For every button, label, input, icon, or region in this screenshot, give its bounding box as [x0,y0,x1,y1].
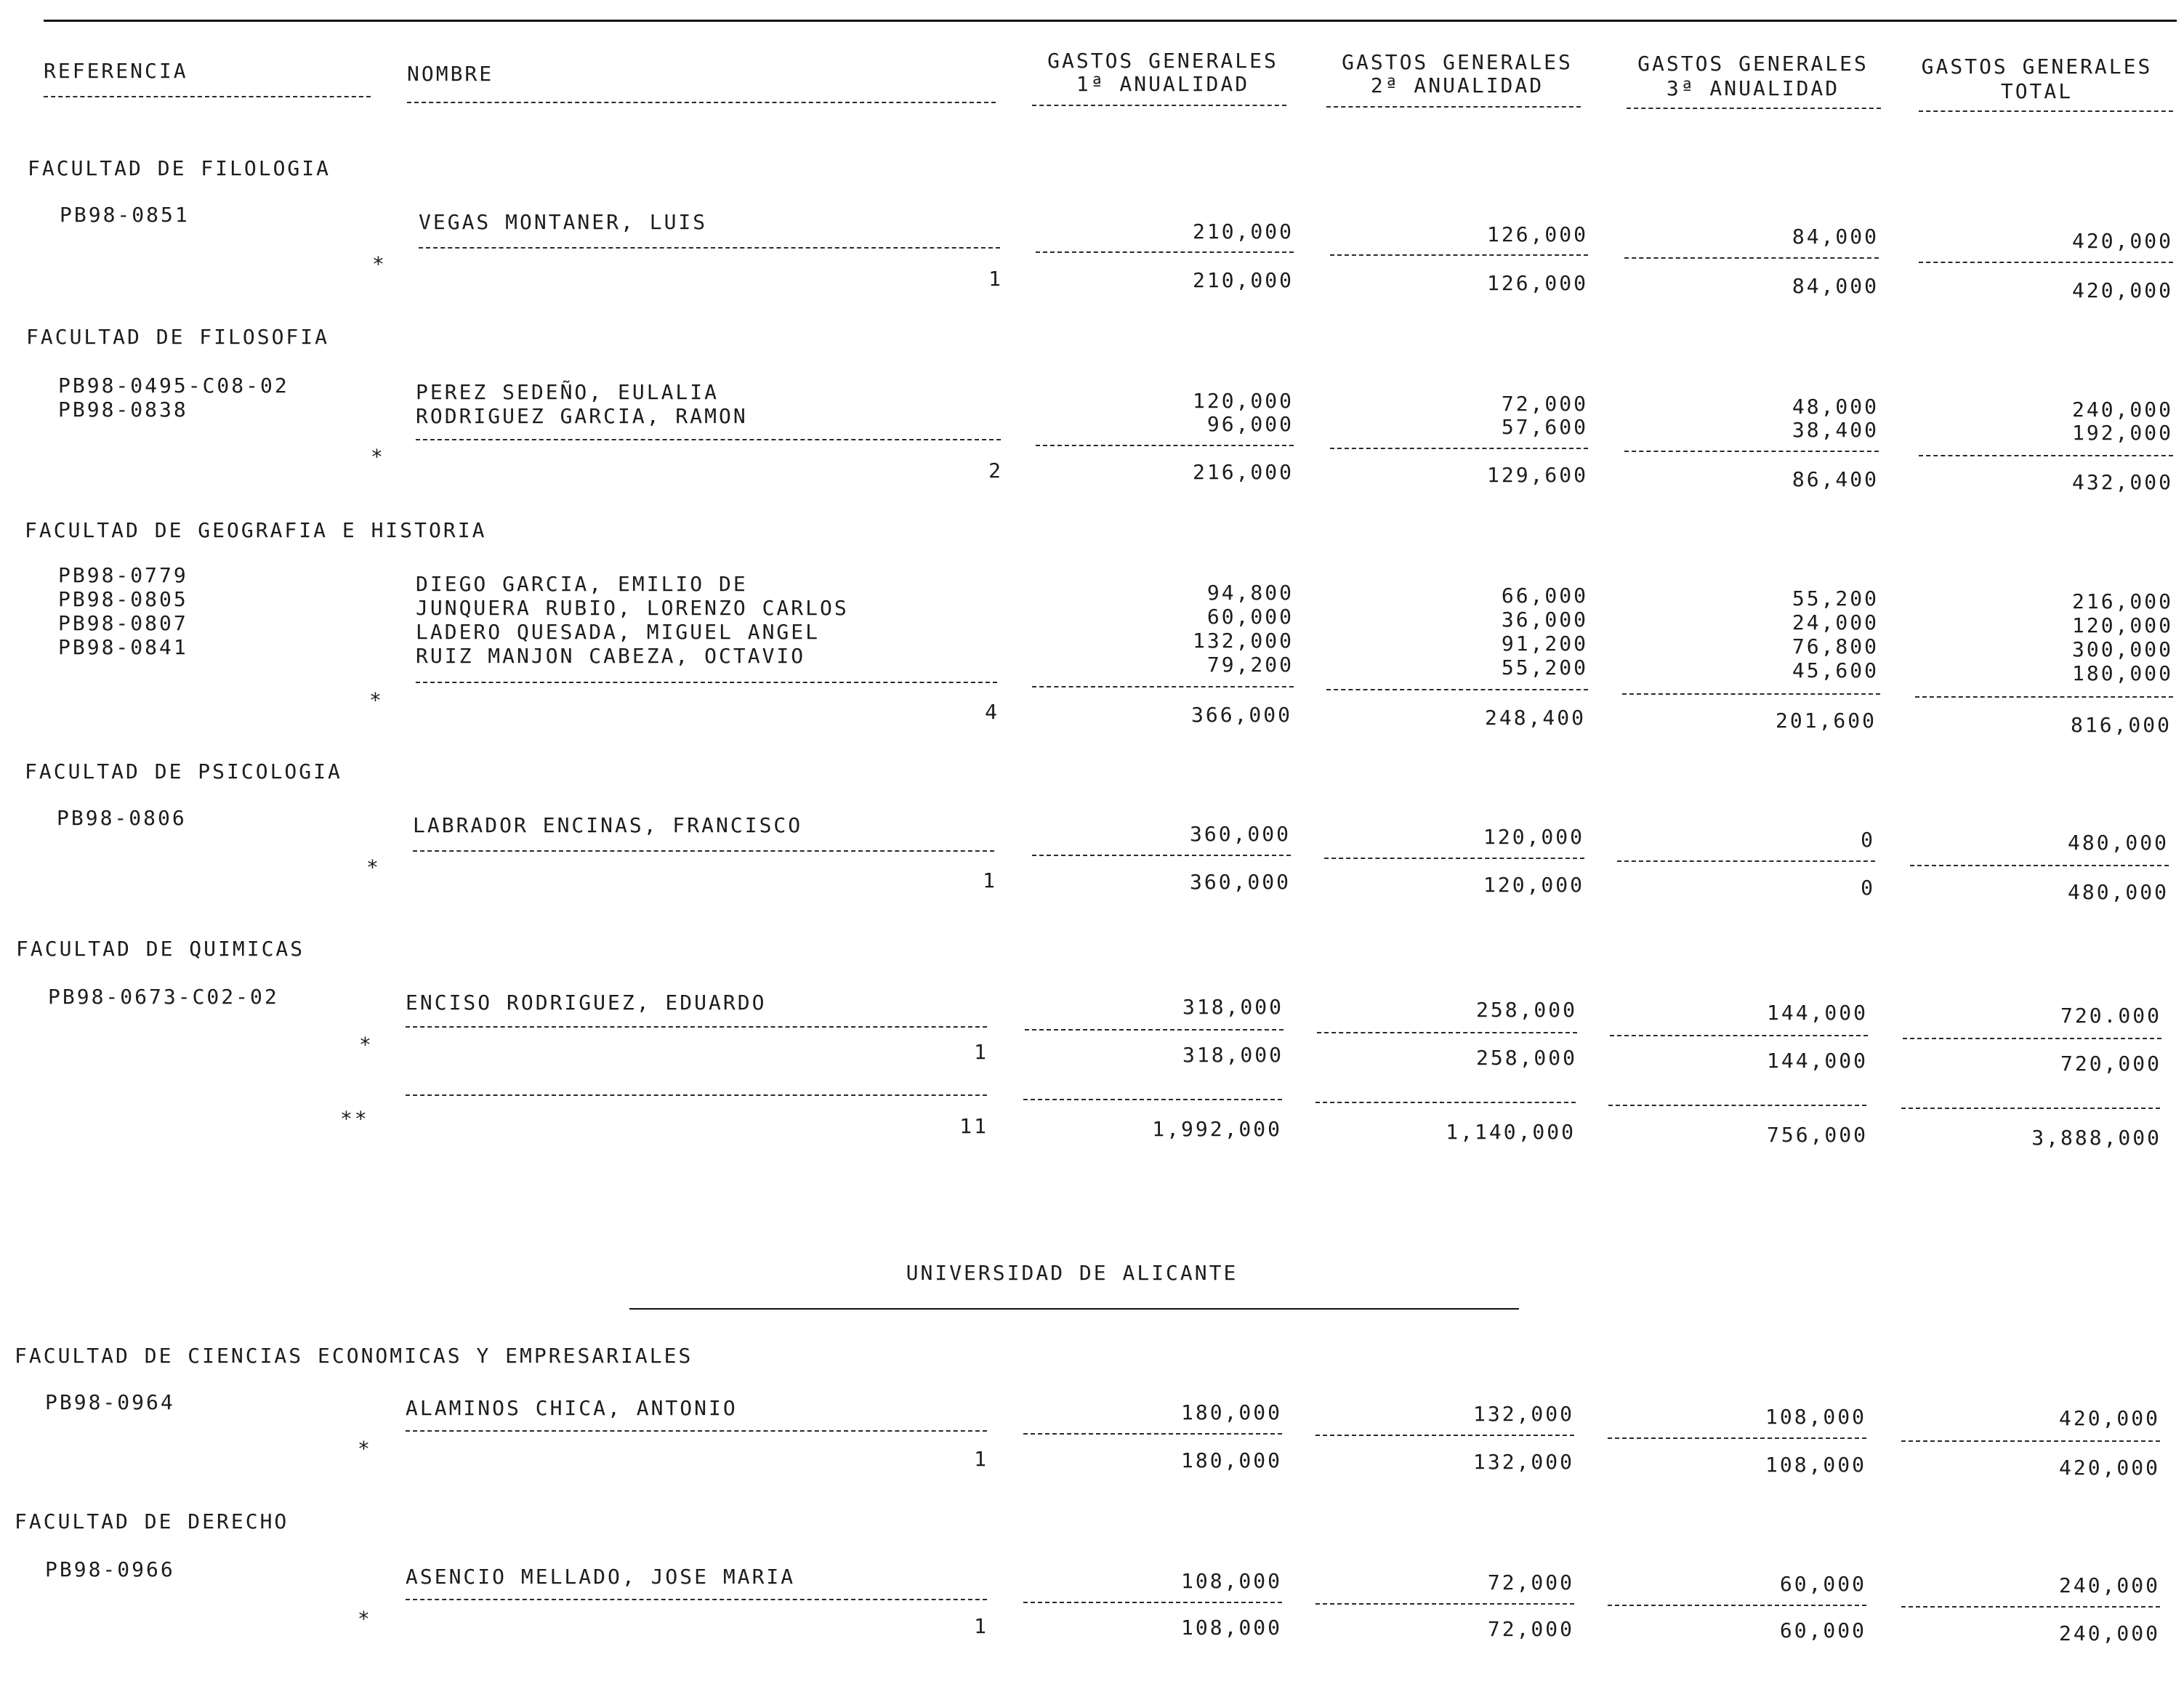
subtotal-v2: 126,000 [1486,271,1588,295]
row-total: 120,000 [2071,613,2173,637]
row-v3: 84,000 [1792,225,1879,249]
subtotal-underline-v3 [1608,1437,1866,1439]
row-name: LABRADOR ENCINAS, FRANCISCO [413,813,803,837]
grand-total-underline-total [1901,1108,2160,1109]
subtotal-underline-total [1919,262,2173,263]
subtotal-mark: * [371,445,385,469]
subtotal-underline-v2 [1326,689,1588,690]
subtotal-total: 480,000 [2067,880,2169,904]
row-total: 240,000 [2071,398,2173,422]
subtotal-underline-total [1901,1606,2160,1608]
header-underline-col2 [1326,106,1581,108]
grand-total-underline-v1 [1023,1099,1282,1100]
subtotal-underline-v3 [1622,693,1880,695]
row-v2: 258,000 [1475,998,1577,1022]
header-col3-line2: 3ª ANUALIDAD [1666,76,1840,100]
header-underline-col1 [1032,105,1286,106]
row-v2: 66,000 [1501,584,1588,608]
subtotal-underline-v2 [1330,448,1588,449]
subtotal-underline-v2 [1315,1603,1574,1605]
row-ref: PB98-0673-C02-02 [48,985,279,1009]
header-col2-line1: GASTOS GENERALES [1342,50,1573,74]
row-ref: PB98-0841 [58,635,188,659]
row-v1: 79,200 [1206,653,1294,677]
subtotal-total: 240,000 [2058,1621,2160,1645]
grand-total-mark: ** [340,1107,369,1131]
row-total: 180,000 [2071,661,2173,685]
row-ref: PB98-0851 [60,203,190,227]
header-col1-line1: GASTOS GENERALES [1047,49,1278,73]
row-total: 216,000 [2071,589,2173,613]
row-v3: 38,400 [1792,418,1879,442]
section-title: FACULTAD DE DERECHO [15,1509,289,1533]
subtotal-underline-name [413,850,994,852]
subtotal-underline-v3 [1608,1605,1866,1606]
subtotal-v1: 318,000 [1182,1043,1284,1067]
subtotal-v2: 129,600 [1486,463,1588,487]
subtotal-count: 1 [974,1614,988,1638]
row-v1: 318,000 [1182,995,1284,1019]
subtotal-v1: 180,000 [1180,1448,1282,1472]
subtotal-underline-v3 [1624,257,1879,259]
row-v3: 48,000 [1792,395,1879,419]
row-v1: 132,000 [1192,629,1294,653]
row-v3: 55,200 [1792,586,1879,610]
subtotal-underline-name [406,1430,987,1432]
row-v3: 76,800 [1792,634,1879,658]
row-v1: 180,000 [1180,1400,1282,1424]
subtotal-underline-name [416,682,997,683]
grand-total-v2: 1,140,000 [1446,1120,1576,1144]
section-title: FACULTAD DE QUIMICAS [16,937,305,961]
row-ref: PB98-0806 [57,806,187,830]
subtotal-v3: 60,000 [1779,1618,1866,1642]
subtotal-underline-v1 [1032,686,1294,687]
row-name: ALAMINOS CHICA, ANTONIO [406,1396,738,1420]
subtotal-v3: 84,000 [1792,274,1879,298]
row-name: DIEGO GARCIA, EMILIO DE [416,572,748,596]
subtotal-underline-v3 [1624,451,1879,452]
row-v1: 210,000 [1192,219,1294,243]
row-v3: 24,000 [1792,610,1879,634]
row-name: LADERO QUESADA, MIGUEL ANGEL [416,620,821,644]
row-v3: 45,600 [1792,658,1879,682]
subtotal-underline-v3 [1610,1035,1868,1036]
row-v3: 144,000 [1766,1001,1868,1025]
subtotal-mark: * [366,855,381,879]
subtotal-underline-v1 [1023,1602,1282,1603]
row-v1: 94,800 [1206,581,1294,605]
row-v3: 60,000 [1779,1572,1866,1596]
section-title: FACULTAD DE FILOSOFIA [26,325,330,349]
row-ref: PB98-0807 [58,611,188,635]
university-title: UNIVERSIDAD DE ALICANTE [906,1261,1238,1285]
subtotal-underline-v2 [1330,254,1588,256]
subtotal-v2: 132,000 [1472,1450,1574,1474]
row-v1: 96,000 [1206,412,1294,436]
subtotal-underline-v1 [1025,1029,1284,1031]
subtotal-v3: 108,000 [1765,1453,1866,1477]
subtotal-count: 1 [974,1040,988,1064]
subtotal-v1: 210,000 [1192,268,1294,292]
subtotal-underline-name [406,1599,987,1600]
header-underline-name [407,102,996,103]
header-underline-col4 [1919,110,2173,112]
header-col4-line1: GASTOS GENERALES [1921,55,2153,78]
subtotal-underline-total [1901,1440,2160,1442]
subtotal-v3: 86,400 [1792,467,1879,491]
row-ref: PB98-0779 [58,563,188,587]
row-v1: 120,000 [1192,389,1294,413]
subtotal-v1: 216,000 [1192,460,1294,484]
row-v2: 132,000 [1472,1402,1574,1426]
subtotal-total: 420,000 [2071,278,2173,302]
header-referencia: REFERENCIA [44,59,188,83]
subtotal-v2: 120,000 [1483,873,1584,897]
subtotal-v2: 248,400 [1484,706,1586,730]
subtotal-underline-v1 [1023,1433,1282,1435]
subtotal-underline-total [1915,696,2173,698]
row-v2: 72,000 [1487,1570,1574,1594]
subtotal-total: 720,000 [2060,1052,2161,1076]
subtotal-count: 1 [974,1447,988,1471]
row-ref: PB98-0838 [58,398,188,422]
subtotal-underline-v1 [1036,445,1294,446]
section-title: FACULTAD DE FILOLOGIA [28,156,331,180]
header-underline-col3 [1627,108,1881,109]
subtotal-total: 816,000 [2070,713,2172,737]
row-total: 420,000 [2071,229,2173,253]
row-total: 480,000 [2067,831,2169,855]
row-name: VEGAS MONTANER, LUIS [419,210,708,234]
subtotal-underline-v1 [1032,855,1291,856]
subtotal-underline-total [1919,455,2173,456]
row-total: 192,000 [2071,421,2173,445]
grand-total-underline-v3 [1608,1105,1866,1106]
row-v2: 91,200 [1501,632,1588,656]
subtotal-v2: 72,000 [1487,1617,1574,1641]
grand-total-total: 3,888,000 [2031,1126,2161,1150]
subtotal-underline-v3 [1617,860,1875,862]
top-rule [44,20,2177,22]
subtotal-mark: * [369,688,384,712]
row-ref: PB98-0964 [45,1390,175,1414]
row-v3: 0 [1861,828,1875,852]
row-ref: PB98-0495-C08-02 [58,374,289,398]
row-v1: 360,000 [1189,822,1291,846]
section-title: FACULTAD DE GEOGRAFIA E HISTORIA [25,518,487,542]
subtotal-v1: 108,000 [1180,1616,1282,1640]
subtotal-underline-total [1910,865,2169,866]
grand-total-underline-v2 [1315,1102,1576,1103]
grand-total-v3: 756,000 [1766,1123,1868,1147]
row-v2: 126,000 [1486,222,1588,246]
row-v3: 108,000 [1765,1405,1866,1429]
subtotal-v3: 0 [1861,876,1875,900]
grand-total-count: 11 [959,1114,988,1138]
subtotal-underline-name [416,439,1001,440]
row-name: RUIZ MANJON CABEZA, OCTAVIO [416,644,806,668]
subtotal-mark: * [358,1607,372,1631]
university-rule [629,1308,1519,1310]
subtotal-underline-v2 [1317,1032,1577,1033]
subtotal-v3: 144,000 [1766,1049,1868,1073]
row-v2: 120,000 [1483,825,1584,849]
row-v2: 55,200 [1501,656,1588,679]
row-ref: PB98-0966 [45,1557,175,1581]
row-total: 420,000 [2058,1406,2160,1430]
row-v2: 72,000 [1501,392,1588,416]
header-col1-line2: 1ª ANUALIDAD [1076,72,1250,96]
subtotal-v1: 360,000 [1189,870,1291,894]
subtotal-underline-v2 [1315,1435,1574,1436]
subtotal-v2: 258,000 [1475,1046,1577,1070]
subtotal-total: 420,000 [2058,1456,2160,1480]
header-col2-line2: 2ª ANUALIDAD [1370,73,1544,97]
subtotal-underline-total [1903,1038,2161,1039]
subtotal-underline-v2 [1324,858,1584,859]
row-name: PEREZ SEDEÑO, EULALIA [416,380,720,404]
subtotal-mark: * [372,252,387,276]
header-col3-line1: GASTOS GENERALES [1637,52,1869,76]
section-title: FACULTAD DE CIENCIAS ECONOMICAS Y EMPRESARIALES [15,1344,693,1368]
subtotal-v1: 366,000 [1190,703,1292,727]
row-name: JUNQUERA RUBIO, LORENZO CARLOS [416,596,849,620]
row-v2: 57,600 [1501,415,1588,439]
subtotal-underline-name [406,1026,987,1028]
subtotal-underline-v1 [1036,251,1294,253]
row-name: RODRIGUEZ GARCIA, RAMON [416,404,748,428]
row-v2: 36,000 [1501,608,1588,632]
row-total: 240,000 [2058,1573,2160,1597]
subtotal-mark: * [359,1033,374,1057]
row-total: 720.000 [2060,1004,2161,1028]
grand-total-underline-name [406,1094,987,1096]
subtotal-count: 1 [988,267,1003,291]
subtotal-count: 4 [985,700,999,724]
header-nombre: NOMBRE [407,62,494,86]
grand-total-v1: 1,992,000 [1152,1117,1282,1141]
subtotal-count: 2 [988,459,1003,483]
row-ref: PB98-0805 [58,587,188,611]
section-title: FACULTAD DE PSICOLOGIA [25,759,342,783]
row-v1: 60,000 [1206,605,1294,629]
subtotal-v3: 201,600 [1775,709,1877,733]
header-col4-line2: TOTAL [2000,79,2074,103]
row-total: 300,000 [2071,637,2173,661]
subtotal-total: 432,000 [2071,470,2173,494]
subtotal-underline-name [419,247,1000,249]
row-v1: 108,000 [1180,1569,1282,1593]
row-name: ENCISO RODRIGUEZ, EDUARDO [406,991,767,1015]
row-name: ASENCIO MELLADO, JOSE MARIA [406,1565,796,1589]
subtotal-mark: * [358,1437,372,1461]
header-underline-ref [44,96,371,97]
subtotal-count: 1 [983,868,997,892]
